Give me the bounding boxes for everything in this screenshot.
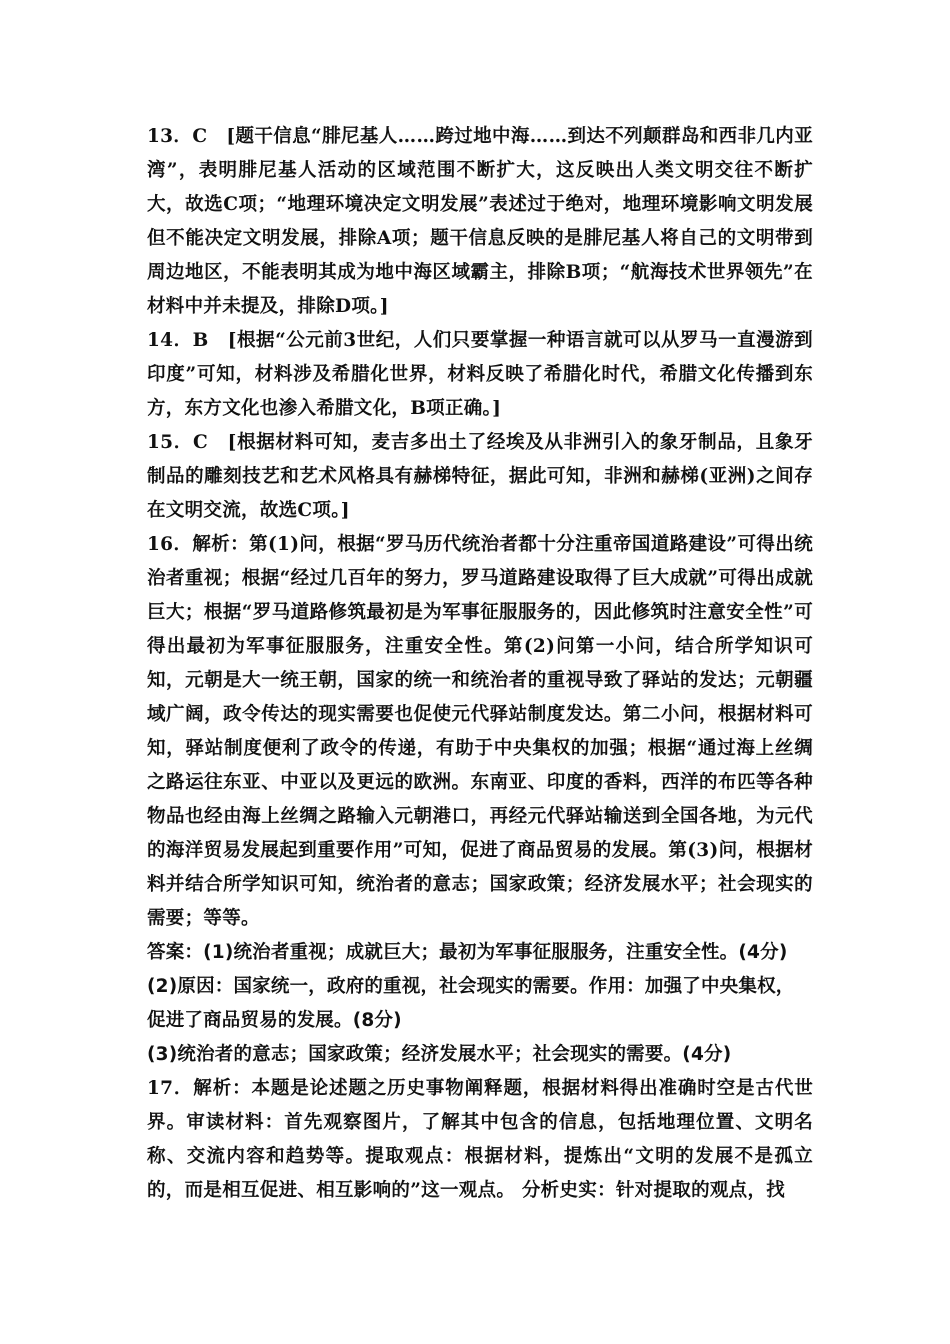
document-page xyxy=(147,120,813,1208)
answer-16-analysis: 16．解析：第(1)问，根据“罗马历代统治者都十分注重帝国道路建设”可得出统治者重视；根据“经过几百年的努力，罗马道路建设取得了巨大成就”可得出成就巨大；根据“罗马道路修筑最初是为军事征服服务的，因此修筑时注意安全性”可得出最初为军事征服服务，注重安全性。第(2)问第一小问，结合所学知识可知，元朝是大一统王朝，国家的统一和统治者的重视导致了驿站的发达；元朝疆域广阔，政令传达的现实需要也促使元代驿站制度发达。第二小问，根据材料可知，驿站制度便利了政令的传递，有助于中央集权的加强；根据“通过海上丝绸之路运往东亚、中亚以及更远的欧洲。东南亚、印度的香料，西洋的布匹等各种物品也经由海上丝绸之路输入元朝港口，再经元代驿站输送到全国各地，为元代的海洋贸易发展起到重要作用”可知，促进了商品贸易的发展。第(3)问，根据材料并结合所学知识可知，统治者的意志；国家政策；经济发展水平；社会现实的需要；等等。 xyxy=(147,534,813,929)
answer-16-key-part1: 答案：(1)统治者重视；成就巨大；最初为军事征服服务，注重安全性。(4分) xyxy=(147,942,788,963)
answer-15: 15．C [根据材料可知，麦吉多出土了经埃及从非洲引入的象牙制品，且象牙制品的雕刻技艺和艺术风格具有赫梯特征，据此可知，非洲和赫梯(亚洲)之间存在文明交流，故选C项。] xyxy=(147,432,813,521)
answer-16-key-part3: (3)统治者的意志；国家政策；经济发展水平；社会现实的需要。(4分) xyxy=(147,1044,732,1065)
answer-16-key-part2: (2)原因：国家统一，政府的重视，社会现实的需要。作用：加强了中央集权，促进了商品贸易的发展。(8分) xyxy=(147,976,795,1031)
answer-17-analysis: 17．解析：本题是论述题之历史事物阐释题，根据材料得出准确时空是古代世界。审读材料：首先观察图片，了解其中包含的信息，包括地理位置、文明名称、交流内容和趋势等。提取观点：根据材料，提炼出“文明的发展不是孤立的，而是相互促进、相互影响的”这一观点。 分析史实：针对提取的观点，找 xyxy=(147,1078,813,1201)
answer-14: 14．B [根据“公元前3世纪，人们只要掌握一种语言就可以从罗马一直漫游到印度”可知，材料涉及希腊化世界，材料反映了希腊化时代，希腊文化传播到东方，东方文化也渗入希腊文化，B项正确。] xyxy=(147,330,813,419)
answer-13: 13．C [题干信息“腓尼基人……跨过地中海……到达不列颠群岛和西非几内亚湾”，表明腓尼基人活动的区域范围不断扩大，这反映出人类文明交往不断扩大，故选C项；“地理环境决定文明发展”表述过于绝对，地理环境影响文明发展但不能决定文明发展，排除A项；题干信息反映的是腓尼基人将自己的文明带到周边地区，不能表明其成为地中海区域霸主，排除B项；“航海技术世界领先”在材料中并未提及，排除D项。] xyxy=(147,126,813,317)
